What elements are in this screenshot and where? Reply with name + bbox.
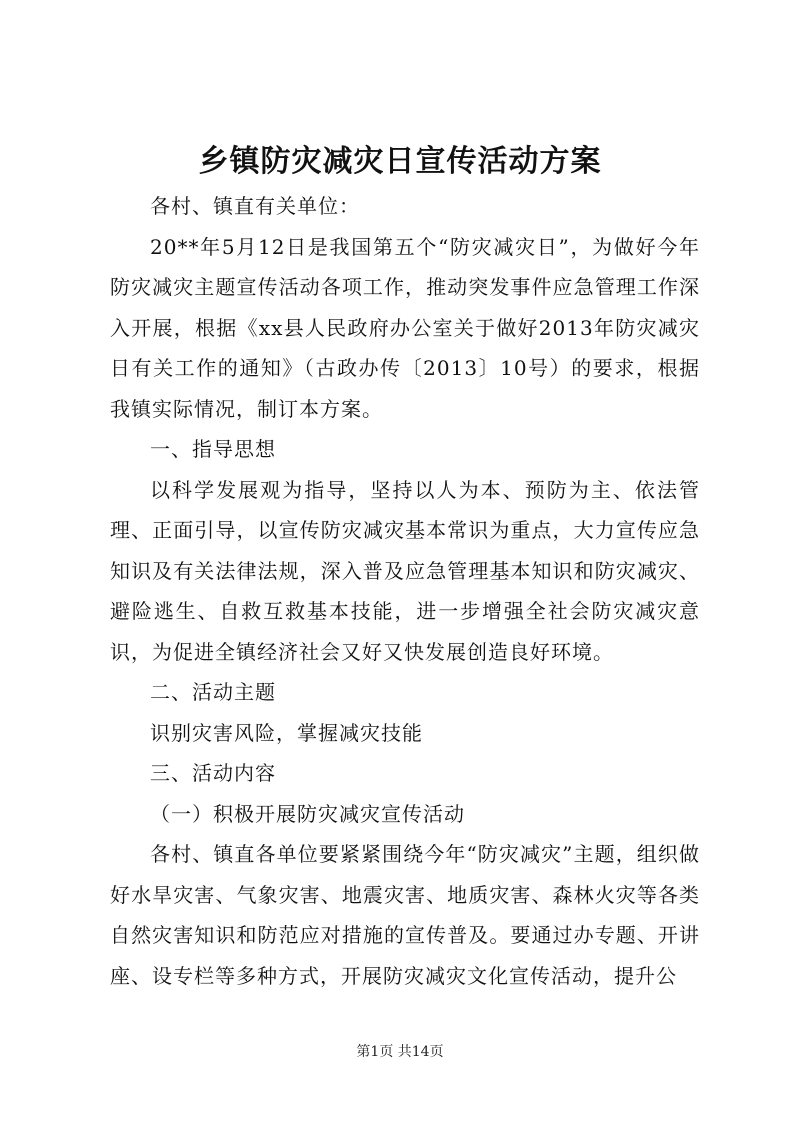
document-title: 乡镇防灾减灾日宣传活动方案	[198, 144, 602, 179]
subsection-heading-publicity: （一）积极开展防灾减灾宣传活动	[150, 801, 465, 826]
page-footer: 第1页 共14页	[356, 1044, 444, 1060]
intro-paragraph: 20**年5月12日是我国第五个“防灾减灾日”，为做好今年防灾减灾主题宣传活动各项工作，推动突发事件应急管理工作深入开展，根据《xx县人民政府办公室关于做好2013年防灾减灾日有关工作的通知》（古政办传〔2013〕10号）的要求，根据我镇实际情况，制订本方案。	[110, 234, 700, 421]
section-heading-guiding-ideology: 一、指导思想	[150, 437, 276, 461]
document-body	[110, 186, 700, 996]
activity-theme-paragraph: 识别灾害风险，掌握减灾技能	[150, 720, 423, 745]
section-heading-activity-theme: 二、活动主题	[150, 680, 276, 704]
section-heading-activity-content: 三、活动内容	[150, 761, 276, 785]
salutation-paragraph: 各村、镇直有关单位：	[150, 194, 360, 218]
publicity-paragraph: 各村、镇直各单位要紧紧围绕今年“防灾减灾”主题，组织做好水旱灾害、气象灾害、地震灾害、地质灾害、森林火灾等各类自然灾害知识和防范应对措施的宣传普及。要通过办专题、开讲座、设专栏等多种方式，开展防灾减灾文化宣传活动，提升公	[110, 842, 700, 988]
guiding-ideology-paragraph: 以科学发展观为指导，坚持以人为本、预防为主、依法管理、正面引导，以宣传防灾减灾基本常识为重点，大力宣传应急知识及有关法律法规，深入普及应急管理基本知识和防灾减灾、避险逃生、自救互救基本技能，进一步增强全社会防灾减灾意识，为促进全镇经济社会又好又快发展创造良好环境。	[110, 477, 700, 664]
